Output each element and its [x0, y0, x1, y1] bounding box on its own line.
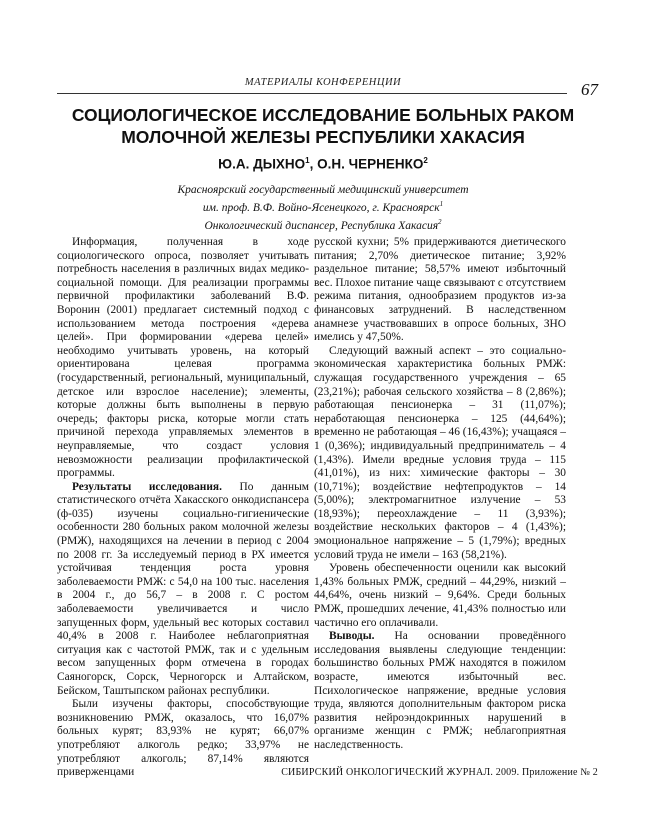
affiliation-2-wrap	[0, 215, 646, 233]
affiliation-1-line-1: Красноярский государственный медицинский университет	[177, 184, 469, 196]
paragraph-conclusions	[314, 630, 566, 752]
paragraph-factors: Были изучены факторы, способствующие возникновению РМЖ, оказалось, что 16,07% больных курят; 83,93% не курят; 66,07% употребляют алкоголь редко; 33,97% не употребляют алкоголь; 87,14% являются приверженцами	[57, 698, 309, 779]
paragraph-factors-continued: русской кухни; 5% придерживаются диетического питания; 2,70% диетическое питание; 3,92% раздельное питание; 58,57% имеют избыточный вес. Плохое питание чаще связывают с отсутствием режима питания, однообразием продуктов из-за финансовых затруднений. В наследственном анамнезе участвовавших в опросе больных, ЗНО имелись у 47,50%.	[314, 236, 566, 344]
affiliation-1-line-2-wrap	[0, 197, 646, 215]
article-title: СОЦИОЛОГИЧЕСКОЕ ИССЛЕДОВАНИЕ БОЛЬНЫХ РАКОМ МОЛОЧНОЙ ЖЕЛЕЗЫ РЕСПУБЛИКИ ХАКАСИЯ	[71, 105, 575, 147]
right-column	[314, 236, 566, 753]
author-1: Ю.А. ДЫХНО	[218, 156, 306, 172]
header-rule	[57, 93, 567, 94]
author-1-affil-mark: 1	[305, 156, 310, 165]
author-2: О.Н. ЧЕРНЕНКО	[317, 156, 424, 172]
page-number: 67	[581, 80, 598, 99]
conclusions-text: На основании проведённого исследования выявлены следующие тенденции: большинство больных РМЖ находятся в пожилом возрасте, имеются избыточный вес. Психологическое напряжение, вредные условия труда, являются дополнительным фактором риска развития нейроэндокринных нарушений в организме женщин с РМЖ; неблагоприятная наследственность.	[314, 630, 566, 751]
running-title: МАТЕРИАЛЫ КОНФЕРЕНЦИИ	[244, 77, 402, 88]
paragraph-socioeconomic: Следующий важный аспект – это социально-экономическая характеристика больных РМЖ: служащая государственного учреждения – 65 (23,21%); рабочая сельского хозяйства – 8 (2,86%); работающая пенсионерка – 31 (11,07%); неработающая пенсионерка – 125 (44,64%); временно не работающая – 46 (16,43%); учащаяся – 1 (0,36%); индивидуальный предприниматель – 4 (1,43%). Имели вредные условия труда – 115 (41,01%), из них: химические факторы – 30 (10,71%); воздействие нефтепродуктов – 14 (5,00%); электромагнитное излучение – 53 (18,93%); переохлаждение – 11 (3,93%); воздействие нескольких факторов – 4 (1,43%); эмоциональное напряжение – 5 (1,79%); вредных условий труда не имели – 163 (58,21%).	[314, 344, 566, 561]
paragraph-intro: Информация, полученная в ходе социологического опроса, позволяет учитывать потребность населения в различных видах медико-социальной помощи. Для реализации программы первичной профилактики заболеваний В.Ф. Воронин (2001) предлагает системный подход с использованием метода построения «дерева целей». При формировании «дерева целей» необходимо учитывать уровень, на который ориентирована целевая программа (государственный, региональный, муниципальный, детское или взрослое население); элементы, которые должны быть выполнены в первую очередь; факторы риска, которые могли стать причиной перехода управляемых элементов в неуправляемые, что создаст условия невозможности реализации профилактической программы.	[57, 236, 309, 480]
author-separator: ,	[309, 156, 318, 172]
authors	[0, 156, 646, 172]
affiliation-2: Онкологический диспансер, Республика Хакасия	[204, 219, 439, 232]
paragraph-income: Уровень обеспеченности оценили как высокий 1,43% больных РМЖ, средний – 44,29%, низкий – 44,64%, очень низкий – 9,64%. Среди больных РМЖ, прошедших лечение, 41,43% полностью или частично его оплачивали.	[314, 562, 566, 629]
affiliation-1-line-2: им. проф. В.Ф. Войно-Ясенецкого, г. Красноярск	[202, 201, 440, 214]
affiliations	[0, 183, 646, 233]
results-text: По данным статистического отчёта Хакасского онкодиспансера (ф-035) изучены социально-гигиенические особенности 280 больных раком молочной железы (РМЖ), находящихся на лечении в период с 2004 по 2008 гг. За исследуемый период в РХ имеется устойчивая тенденция роста уровня заболеваемости РМЖ: с 54,0 на 100 тыс. населения в 2004 г., до 56,7 – в 2008 г. С ростом заболеваемости увеличивается и число запущенных форм, удельный вес которых составил 40,4% в 2008 г. Наиболее неблагоприятная ситуация как с частотой РМЖ, так и с удельным весом запущенных форм отмечена в городах Саяногорск, Сорск, Черногорск и Алтайском, Бейском, Таштыпском районах республики.	[57, 480, 309, 697]
affiliation-2-mark: 2	[438, 217, 442, 226]
conclusions-heading: Выводы.	[329, 630, 375, 643]
author-2-affil-mark: 2	[423, 156, 428, 165]
left-column	[57, 236, 309, 780]
results-heading: Результаты исследования.	[72, 480, 222, 493]
journal-footer: СИБИРСКИЙ ОНКОЛОГИЧЕСКИЙ ЖУРНАЛ. 2009. Приложение № 2	[281, 767, 598, 778]
affiliation-1-mark: 1	[439, 200, 444, 208]
paragraph-results	[57, 481, 309, 699]
